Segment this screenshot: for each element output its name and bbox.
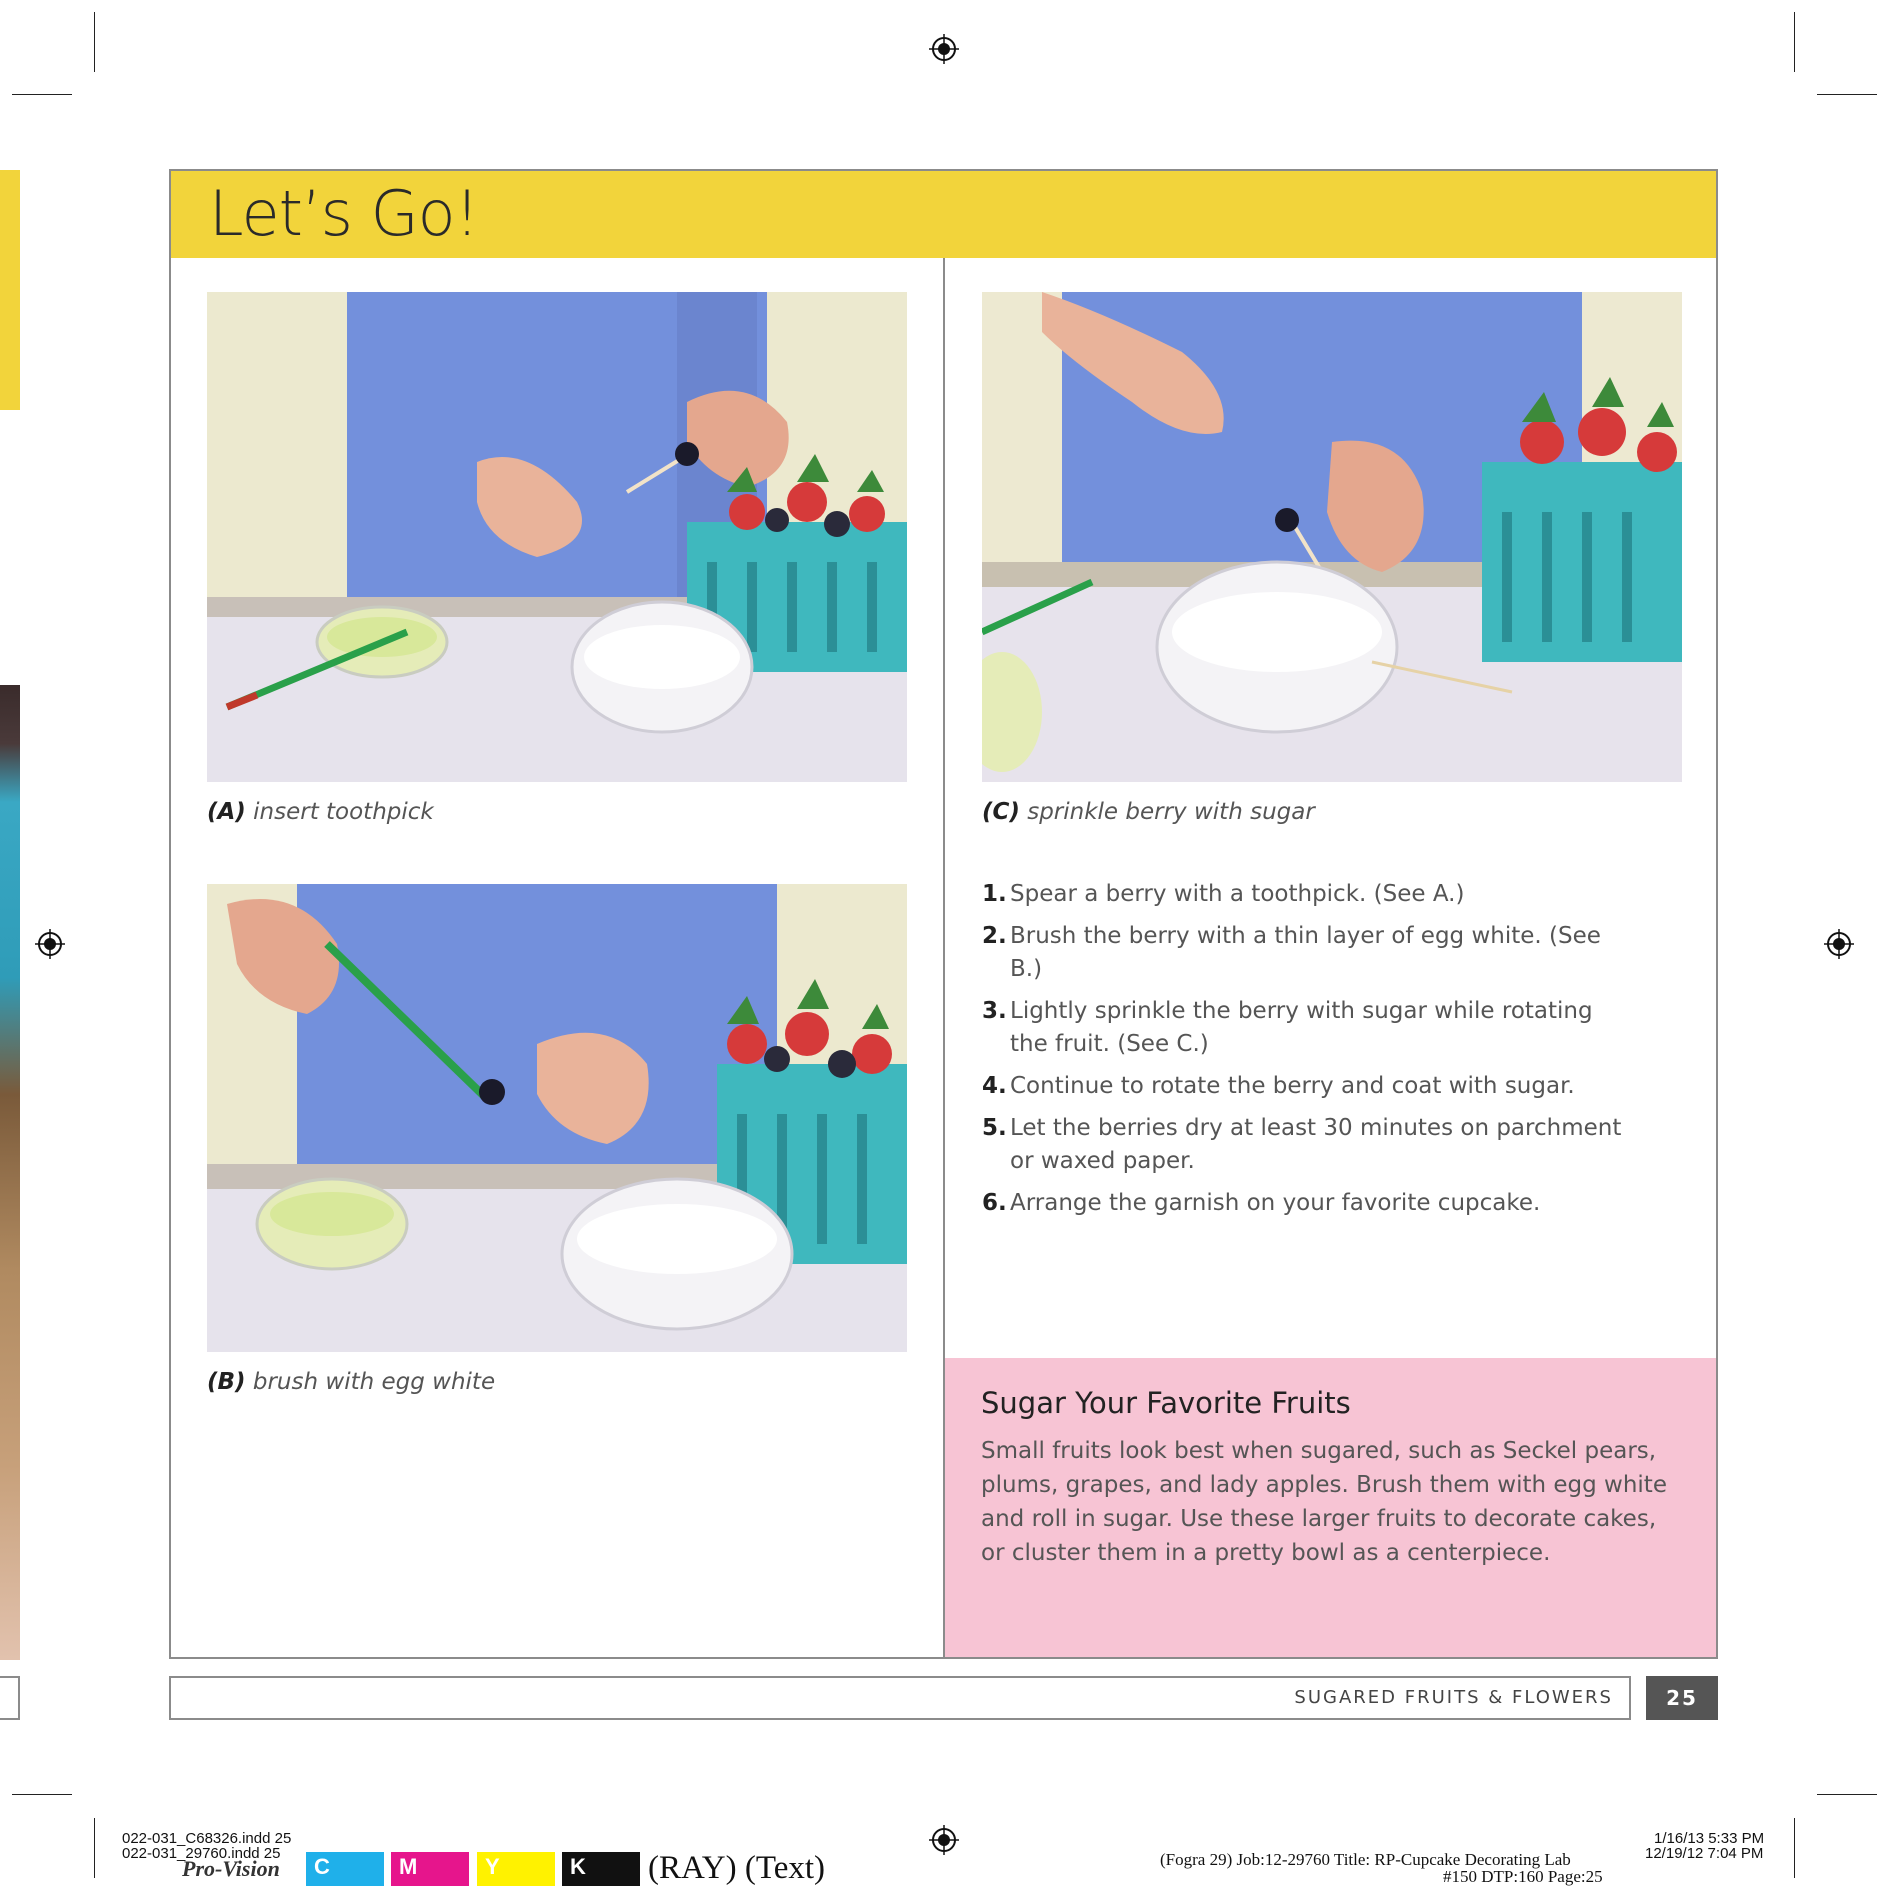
caption-c xyxy=(982,799,1315,825)
step-text: Continue to rotate the berry and coat with sugar. xyxy=(1010,1073,1575,1099)
slug-date-2: 12/19/12 7:04 PM xyxy=(1645,1845,1764,1862)
swatch-cyan: C xyxy=(306,1852,384,1886)
crop-mark xyxy=(1794,1818,1795,1878)
caption-text: insert toothpick xyxy=(245,799,434,825)
section-title: SUGARED FRUITS & FLOWERS xyxy=(1294,1687,1613,1708)
facing-page-photo-bleed xyxy=(0,685,20,1660)
list-item xyxy=(982,920,1622,986)
crop-mark xyxy=(1794,12,1795,72)
step-number: 2. xyxy=(982,923,1007,949)
swatch-magenta: M xyxy=(391,1852,469,1886)
crop-mark xyxy=(1817,1794,1877,1795)
registration-mark-icon xyxy=(929,1825,959,1855)
crop-mark xyxy=(12,1794,72,1795)
crop-mark xyxy=(94,1818,95,1878)
step-text: Let the berries dry at least 30 minutes on parchment or waxed paper. xyxy=(1010,1115,1622,1174)
step-number: 1. xyxy=(982,881,1007,907)
registration-mark-icon xyxy=(929,34,959,64)
list-item xyxy=(982,1187,1622,1220)
crop-mark xyxy=(1817,94,1877,95)
facing-page-border xyxy=(0,1676,20,1720)
list-item xyxy=(982,1070,1622,1103)
list-item xyxy=(982,1112,1622,1178)
slug-file-1: 022-031_C68326.indd 25 xyxy=(122,1830,292,1847)
slug-date-1: 1/16/13 5:33 PM xyxy=(1654,1830,1765,1847)
photo-insert-toothpick xyxy=(207,292,907,782)
steps-list xyxy=(982,878,1622,1229)
caption-a xyxy=(207,799,434,825)
step-text: Brush the berry with a thin layer of egg white. (See B.) xyxy=(1010,923,1601,982)
caption-letter: (C) xyxy=(982,799,1020,825)
swatch-black: K xyxy=(562,1852,640,1886)
step-text: Spear a berry with a toothpick. (See A.) xyxy=(1010,881,1465,907)
step-text: Lightly sprinkle the berry with sugar while rotating the fruit. (See C.) xyxy=(1010,998,1593,1057)
registration-mark-icon xyxy=(1824,929,1854,959)
caption-letter: (A) xyxy=(207,799,246,825)
caption-letter: (B) xyxy=(207,1369,246,1395)
tip-title: Sugar Your Favorite Fruits xyxy=(981,1386,1351,1420)
list-item xyxy=(982,878,1622,911)
registration-mark-icon xyxy=(35,929,65,959)
slug-job-line-1: (Fogra 29) Job:12-29760 Title: RP-Cupcake Decorating Lab xyxy=(1160,1850,1571,1869)
slug-ray: (RAY) (Text) xyxy=(648,1850,826,1886)
crop-mark xyxy=(12,94,72,95)
page-number: 25 xyxy=(1646,1676,1718,1720)
crop-mark xyxy=(94,12,95,72)
caption-text: brush with egg white xyxy=(245,1369,496,1395)
step-text: Arrange the garnish on your favorite cupcake. xyxy=(1010,1190,1541,1216)
page-title: Let’s Go! xyxy=(209,177,479,250)
step-number: 5. xyxy=(982,1115,1007,1141)
swatch-yellow: Y xyxy=(477,1852,555,1886)
tip-box xyxy=(945,1358,1716,1657)
step-number: 4. xyxy=(982,1073,1007,1099)
caption-text: sprinkle berry with sugar xyxy=(1019,799,1315,825)
step-number: 6. xyxy=(982,1190,1007,1216)
caption-b xyxy=(207,1369,495,1395)
step-number: 3. xyxy=(982,998,1007,1024)
page-header xyxy=(171,171,1716,258)
facing-page-yellow-bleed xyxy=(0,170,20,410)
footer-bar xyxy=(169,1676,1631,1720)
list-item xyxy=(982,995,1622,1061)
slug-brand: Pro-Vision xyxy=(182,1856,280,1881)
slug-file-2: 022-031_29760.indd 25 xyxy=(122,1845,281,1862)
tip-body: Small fruits look best when sugared, such as Seckel pears, plums, grapes, and lady apples. Brush them with egg white and roll in sugar. Use these larger fruits to decorate cakes, or cluster them in a pretty bowl as a centerpiece. xyxy=(981,1438,1667,1566)
photo-brush-egg-white xyxy=(207,884,907,1352)
photo-sprinkle-sugar xyxy=(982,292,1682,782)
slug-job-line-2: #150 DTP:160 Page:25 xyxy=(1443,1867,1603,1886)
